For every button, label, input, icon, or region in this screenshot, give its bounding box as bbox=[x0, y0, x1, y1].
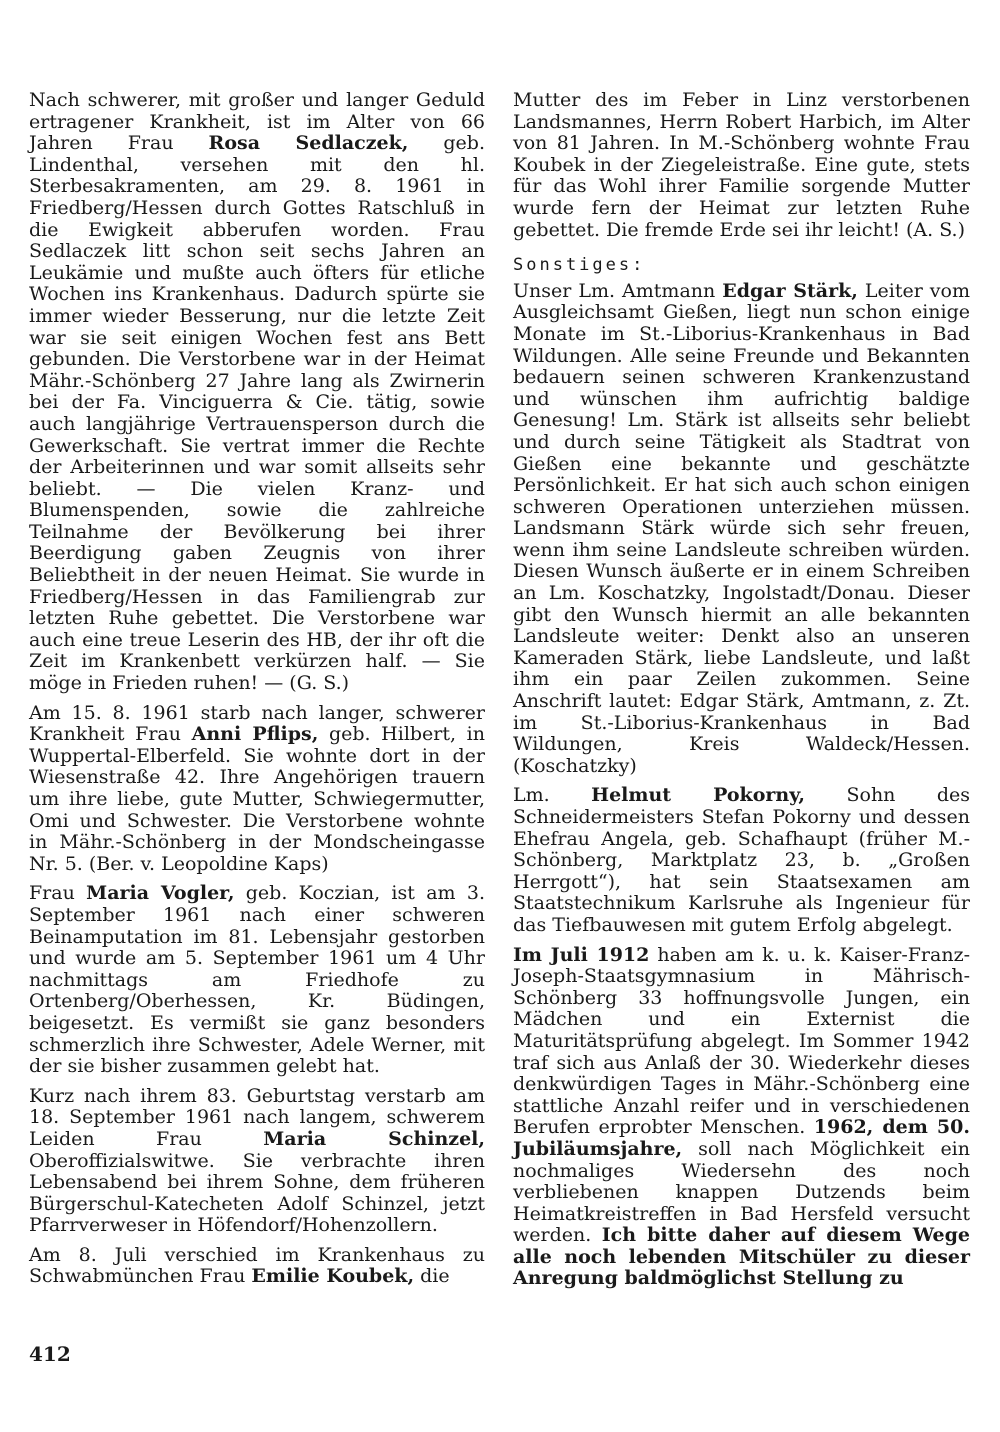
obituary-sedlaczek: Nach schwerer, mit großer und langer Geduld ertragener Krankheit, ist im Alter von 66 Jahren Frau Rosa Sedlaczek, geb. Lindenthal, versehen mit den hl. Sterbesakramenten, am 29. 8. 1961 in Friedberg/Hessen durch Gottes Ratschluß in die Ewigkeit abberufen worden. Frau Sedlaczek litt schon seit sechs Jahren an Leukämie und mußte auch öfters für etliche Wochen ins Krankenhaus. Dadurch spürte sie immer wieder Besserung, nur die letzte Zeit war sie seit einigen Wochen fest ans Bett gebunden. Die Verstorbene war in der Heimat Mähr.-Schönberg 27 Jahre lang als Zwirnerin bei der Fa. Vinciguerra & Cie. tätig, sowie auch langjährige Vertrauensperson durch die Gewerkschaft. Sie vertrat immer die Rechte der Arbeiterinnen und war somit allseits sehr beliebt. — Die vielen Kranz- und Blumenspenden, sowie die zahlreiche Teilnahme der Bevölkerung bei ihrer Beerdigung gaben Zeugnis von ihrer Beliebtheit in der neuen Heimat. Sie wurde in Friedberg/Hessen in das Familiengrab zur letzten Ruhe gebettet. Die Verstorbene war auch eine treue Leserin des HB, der ihr oft die Zeit im Krankenbett verkürzen half. — Sie möge in Frieden ruhen! — (G. S.) bbox=[29, 89, 485, 695]
bold-im-juli-1912: Im Juli 1912 bbox=[513, 943, 650, 966]
bold-jubilaeumsjahr: 1962, dem 50. Jubiläumsjahre, bbox=[513, 1116, 970, 1160]
obituary-vogler: Frau Maria Vogler, geb. Koczian, ist am 3. September 1961 nach einer schweren Beinamputation im 81. Lebensjahr gestorben und wurde am 5. September 1961 um 4 Uhr nachmittags am Friedhofe zu Ortenberg/Oberhessen, Kr. Büdingen, beigesetzt. Es vermißt sie ganz besonders schmerzlich ihre Schwester, Adele Werner, mit der sie bisher zusammen gelebt hat. bbox=[29, 882, 485, 1078]
name-edgar-staerk: Edgar Stärk, bbox=[722, 279, 858, 302]
notice-staerk: Unser Lm. Amtmann Edgar Stärk, Leiter vom Ausgleichsamt Gießen, liegt nun schon einige Monate im St.-Liborius-Krankenhaus in Bad Wildungen. Alle seine Freunde und Bekannten bedauern seinen schweren Krankenzustand und wünschen ihm aufrichtig baldige Genesung! Lm. Stärk ist allseits sehr beliebt und durch seine Tätigkeit als Stadtrat von Gießen eine bekannte und geschätzte Persönlichkeit. Er hat sich auch schon einigen schweren Operationen unterziehen müssen. Landsmann Stärk würde sich sehr freuen, wenn ihm seine Landsleute schreiben würden. Diesen Wunsch äußerte er in einem Schreiben an Lm. Koschatzky, Ingolstadt/Donau. Dieser gibt den Wunsch hiermit an alle bekannten Landsleute weiter: Denkt also an unseren Kameraden Stärk, liebe Landsleute, und laßt ihm ein paar Zeilen zukommen. Seine Anschrift lautet: Edgar Stärk, Amtmann, z. Zt. im St.-Liborius-Krankenhaus in Bad Wildungen, Kreis Waldeck/Hessen. (Koschatzky) bbox=[513, 279, 971, 777]
bold-appeal: Ich bitte daher auf diesem Wege alle noch lebenden Mitschüler zu dieser Anregung baldmöglichst Stellung zu bbox=[513, 1224, 971, 1290]
section-heading-sonstiges: Sonstiges: bbox=[513, 255, 646, 276]
name-maria-vogler: Maria Vogler, bbox=[86, 882, 235, 905]
notice-pokorny: Lm. Helmut Pokorny, Sohn des Schneidermeisters Stefan Pokorny und dessen Ehefrau Angela, geb. Schafhaupt (früher M.-Schönberg, Marktplatz 23, b. „Großen Herrgott“), hat sein Staatsexamen am Staatstechnikum Karlsruhe als Ingenieur für das Tiefbauwesen mit gutem Erfolg abgelegt. bbox=[513, 784, 971, 936]
page-number: 412 bbox=[29, 1342, 71, 1366]
notice-gymnasium-1912: Im Juli 1912 haben am k. u. k. Kaiser-Franz-Joseph-Staatsgymnasium in Mährisch-Schönberg 33 hoffnungsvolle Jungen, ein Mädchen und ein Externist die Maturitätsprüfung abgelegt. Im Sommer 1942 traf sich aus Anlaß der 30. Wiederkehr dieses denkwürdigen Tages in Mähr.-Schönberg eine stattliche Anzahl reifer und in verschiedenen Berufen erprobter Menschen. 1962, dem 50. Jubiläumsjahre, soll nach Möglichkeit ein nochmaliges Wiedersehn des noch verbliebenen knappen Dutzends beim Heimatkreistreffen in Bad Hersfeld versucht werden. Ich bitte daher auf diesem Wege alle noch lebenden Mitschüler zu dieser Anregung baldmöglichst Stellung zu bbox=[513, 943, 971, 1290]
obituary-koubek-cont: Mutter des im Feber in Linz verstorbenen Landsmannes, Herrn Robert Harbich, im Alter von 81 Jahren. In M.-Schönberg wohnte Frau Koubek in der Ziegeleistraße. Eine gute, stets für das Wohl ihrer Familie sorgende Mutter wurde fern der Heimat zur letzten Ruhe gebettet. Die fremde Erde sei ihr leicht! (A. S.) bbox=[513, 89, 970, 241]
name-helmut-pokorny: Helmut Pokorny, bbox=[591, 784, 806, 807]
right-column bbox=[513, 90, 970, 1298]
name-rosa-sedlaczek: Rosa Sedlaczek, bbox=[208, 132, 409, 155]
name-maria-schinzel: Maria Schinzel, bbox=[263, 1127, 485, 1150]
left-column bbox=[29, 90, 485, 1296]
obituary-koubek-start: Am 8. Juli verschied im Krankenhaus zu Schwabmünchen Frau Emilie Koubek, die bbox=[29, 1243, 485, 1288]
name-anni-pflips: Anni Pflips, bbox=[191, 723, 319, 746]
name-emilie-koubek: Emilie Koubek, bbox=[251, 1265, 415, 1288]
obituary-pflips: Am 15. 8. 1961 starb nach langer, schwerer Krankheit Frau Anni Pflips, geb. Hilbert, in Wuppertal-Elberfeld. Sie wohnte dort in der Wiesenstraße 42. Ihre Angehörigen trauern um ihre liebe, gute Mutter, Schwiegermutter, Omi und Schwester. Die Verstorbene wohnte in Mähr.-Schönberg in der Mondscheingasse Nr. 5. (Ber. v. Leopoldine Kaps) bbox=[29, 701, 485, 875]
obituary-schinzel: Kurz nach ihrem 83. Geburtstag verstarb am 18. September 1961 nach langem, schwerem Leiden Frau Maria Schinzel, Oberoffizialswitwe. Sie verbrachte ihren Lebensabend bei ihrem Sohne, dem früheren Bürgerschul-Katecheten Adolf Schinzel, jetzt Pfarrverweser in Höfendorf/Hohenzollern. bbox=[29, 1084, 485, 1237]
